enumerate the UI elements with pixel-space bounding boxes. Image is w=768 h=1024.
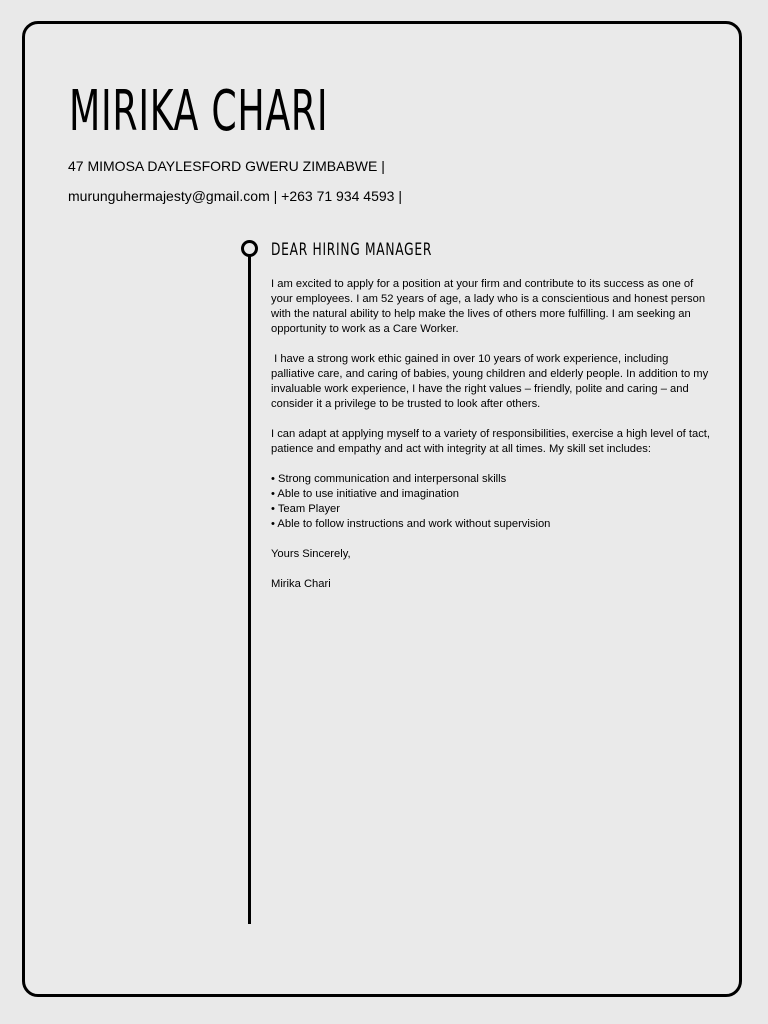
skill-item: • Able to use initiative and imagination <box>271 488 460 500</box>
letter-paragraph-2: I have a strong work ethic gained in over 10 years of work experience, including palliative care, and caring of babies, young children and elderly people. In addition to my invaluable work experience, I have the right values – friendly, polite and caring – and consider it a privilege to be trusted to look after others. <box>271 353 712 410</box>
resume-page <box>22 21 742 997</box>
letter-heading: DEAR HIRING MANAGER <box>271 240 433 260</box>
applicant-name: MIRIKA CHARI <box>69 79 329 144</box>
skill-item: • Strong communication and interpersonal skills <box>271 473 507 485</box>
contact-line: murunguhermajesty@gmail.com | +263 71 934 4593 | <box>68 188 402 204</box>
timeline-line <box>248 256 251 924</box>
address-line: 47 MIMOSA DAYLESFORD GWERU ZIMBABWE | <box>68 158 385 174</box>
timeline-dot-icon <box>241 240 258 257</box>
closing-line: Yours Sincerely, <box>271 548 351 560</box>
skills-list <box>271 472 711 532</box>
letter-paragraph-1: I am excited to apply for a position at your firm and contribute to its success as one of your employees. I am 52 years of age, a lady who is a conscientious and honest person with the natural ability to help make the lives of others more fulfilling. I am seeking an opportunity to work as a Care Worker. <box>271 278 706 335</box>
letter-body <box>271 277 711 607</box>
skill-item: • Team Player <box>271 503 340 515</box>
skill-item: • Able to follow instructions and work without supervision <box>271 518 551 530</box>
letter-paragraph-3: I can adapt at applying myself to a variety of responsibilities, exercise a high level of tact, patience and empathy and act with integrity at all times. My skill set includes: <box>271 428 711 455</box>
signature-name: Mirika Chari <box>271 578 331 590</box>
